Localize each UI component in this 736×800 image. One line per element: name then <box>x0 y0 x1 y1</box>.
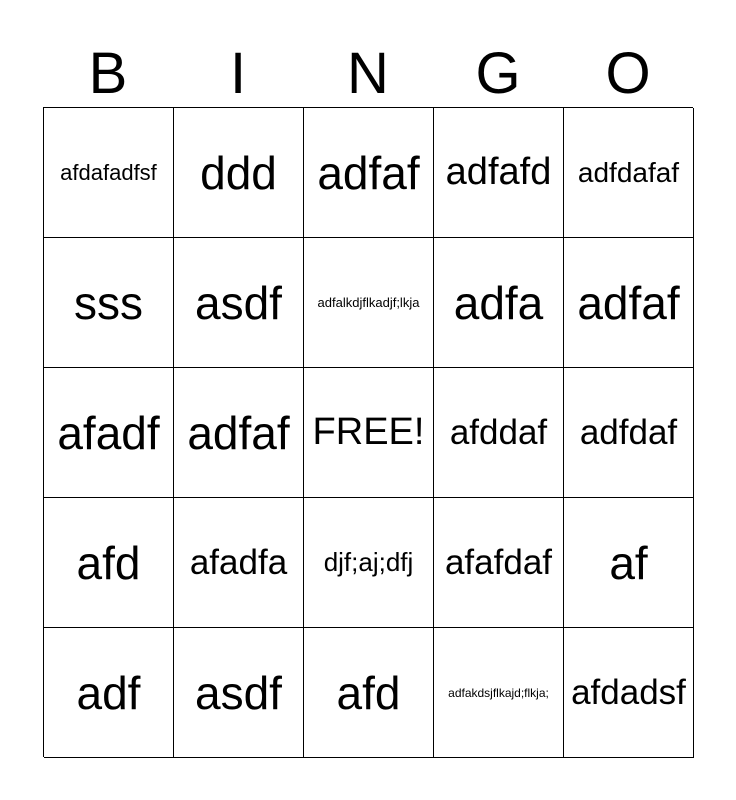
bingo-cell[interactable]: adfaf <box>304 108 434 238</box>
bingo-cell[interactable]: adfdaf <box>564 368 694 498</box>
bingo-cell[interactable]: afd <box>44 498 174 628</box>
header-letter-o: O <box>605 41 651 106</box>
bingo-cell[interactable]: afddaf <box>434 368 564 498</box>
bingo-cell[interactable]: adf <box>44 628 174 758</box>
bingo-cell[interactable]: adfa <box>434 238 564 368</box>
bingo-cell[interactable]: adfakdsjflkajd;flkja; <box>434 628 564 758</box>
bingo-cell[interactable]: afadf <box>44 368 174 498</box>
bingo-cell[interactable]: afadfa <box>174 498 304 628</box>
header-letter-b: B <box>88 41 128 106</box>
free-space[interactable]: FREE! <box>304 368 434 498</box>
header-letter-i: I <box>229 41 247 106</box>
bingo-cell[interactable]: ddd <box>174 108 304 238</box>
bingo-cell[interactable]: asdf <box>174 628 304 758</box>
bingo-cell[interactable]: adfalkdjflkadjf;lkja <box>304 238 434 368</box>
bingo-cell[interactable]: afafdaf <box>434 498 564 628</box>
bingo-cell[interactable]: adfaf <box>174 368 304 498</box>
bingo-cell[interactable]: afdadsf <box>564 628 694 758</box>
header-letter-n: N <box>347 41 389 106</box>
bingo-header <box>43 40 693 108</box>
bingo-cell[interactable]: adfaf <box>564 238 694 368</box>
bingo-cell[interactable]: djf;aj;dfj <box>304 498 434 628</box>
header-letter-g: G <box>475 41 521 106</box>
bingo-cell[interactable]: afd <box>304 628 434 758</box>
bingo-grid <box>43 107 693 757</box>
bingo-cell[interactable]: asdf <box>174 238 304 368</box>
bingo-cell[interactable]: adfdafaf <box>564 108 694 238</box>
bingo-cell[interactable]: afdafadfsf <box>44 108 174 238</box>
bingo-cell[interactable]: sss <box>44 238 174 368</box>
bingo-cell[interactable]: adfafd <box>434 108 564 238</box>
bingo-cell[interactable]: af <box>564 498 694 628</box>
